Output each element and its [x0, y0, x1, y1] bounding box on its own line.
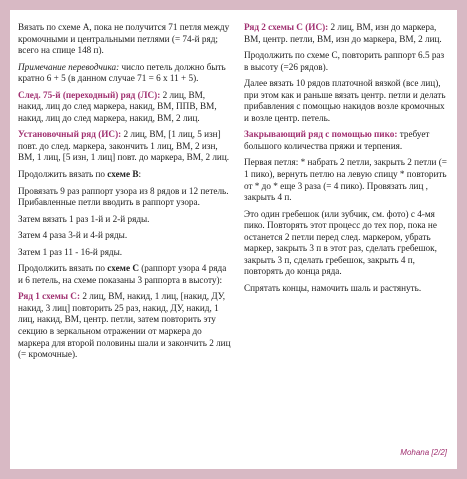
finish-paragraph: Спрятать концы, намочить шаль и растянуть. — [244, 282, 422, 293]
chart-c-paragraph: Продолжить вязать по схеме С (раппорт узора 4 ряда и 6 петель, на схеме показаны 3 раппорта в высоту): — [18, 263, 227, 285]
note-label: Примечание переводчика: — [18, 61, 120, 72]
continue-paragraph: Продолжить по схеме С, повторить раппорт 6.5 раз в высоту (=26 рядов). — [244, 50, 445, 72]
document-page — [10, 10, 457, 469]
rows-11-16-paragraph: Затем 1 раз 11 - 16-й ряды. — [18, 246, 123, 257]
row2-chart-c-paragraph — [244, 22, 450, 45]
rows-3-4-paragraph: Затем 4 раза 3-й и 4-й ряды. — [18, 230, 128, 241]
row1-chart-c-text: 2 лиц, ВМ, накид, 1 лиц, [накид, ДУ, накид, 3 лиц] повторить 25 раз, накид, ДУ, накид, 1 лиц, накид, ВМ, центр. петли, затем повторить эту секцию в зеркальном отражении от маркера до маркера для второй половины шали и закончить 2 лиц (= кромочные). — [18, 291, 231, 360]
picot-bindoff-paragraph — [244, 129, 450, 152]
chart-c-label: схеме С — [107, 263, 139, 274]
rows-1-2-paragraph: Затем вязать 1 раз 1-й и 2-й ряды. — [18, 213, 150, 224]
setup-row-text: 2 лиц, ВМ, [1 лиц, 5 изн] повт. до след. маркера, закончить 1 лиц, ВМ, 2 изн, ВМ, 1 лиц, [5 изн, 1 лиц] повт. до маркера, ВМ, 2 лиц. — [18, 129, 230, 163]
left-column — [18, 22, 232, 366]
row2-chart-c-text: 2 лиц, ВМ, изн до маркера, ВМ, центр. петли, ВМ, изн до маркера, ВМ, 2 лиц. — [244, 22, 442, 44]
first-stitch-paragraph: Первая петля: * набрать 2 петли, закрыть 2 петли (= 1 пико), вернуть петлю на левую спицу * повторить от * до * еще 3 раза (= 4 пико). Провязать лиц , закрыть 4 п. — [244, 157, 447, 203]
signature: Mohana [2/2] — [400, 448, 447, 457]
row75-heading: След. 75-й (переходный) ряд (ЛС): — [18, 89, 161, 100]
row1-chart-c-heading: Ряд 1 схемы С: — [18, 291, 81, 302]
repeat-paragraph: Провязать 9 раз раппорт узора из 8 рядов и 12 петель. Прибавленные петли вводить в раппорт узора. — [18, 185, 229, 208]
garter-paragraph: Далее вязать 10 рядов платочной вязкой (все лиц), при этом как и раньше вязать центр. петли и делать прибавления с помощью накидов возле кромочных и возле центр. петель. — [244, 78, 446, 123]
picot-bindoff-text: требует большого количества пряжи и терпения. — [244, 129, 430, 151]
right-column — [244, 22, 450, 299]
row75-paragraph — [18, 90, 232, 125]
note-text: число петель должно быть кратно 6 + 5 (в данном случае 71 = 6 х 11 + 5). — [18, 61, 226, 84]
setup-row-paragraph — [18, 129, 232, 164]
row1-chart-c-paragraph — [18, 291, 232, 360]
setup-row-heading: Установочный ряд (ИС): — [18, 129, 122, 140]
translator-note — [18, 62, 232, 85]
chart-b-label: схеме В — [107, 169, 139, 180]
comb-paragraph: Это один гребешок (или зубчик, см. фото) с 4-мя пико. Повторять этот процесс до тех пор, пока не останется 2 петли перед след. маркером, убрать маркер, закрыть 3 п в этот раз, сделать гребешок, закрыть 3 п, сделать гребешок, закрыть 4 п, повторять до конца ряда. — [244, 208, 437, 277]
chart-b-paragraph: Продолжить вязать по схеме В: — [18, 169, 142, 180]
paragraph-intro: Вязать по схеме А, пока не получится 71 петля между кромочными и центральными петлями (= 74-й ряд; всего на спице 148 п). — [18, 22, 230, 56]
row2-chart-c-heading: Ряд 2 схемы С (ИС): — [244, 22, 329, 32]
picot-bindoff-heading: Закрывающий ряд с помощью пико: — [244, 129, 398, 140]
row75-text: 2 лиц, ВМ, накид, лиц до след маркера, накид, ВМ, ППВ, ВМ, накид, лиц до след маркера, накид, ВМ, 2 лиц. — [18, 89, 217, 123]
